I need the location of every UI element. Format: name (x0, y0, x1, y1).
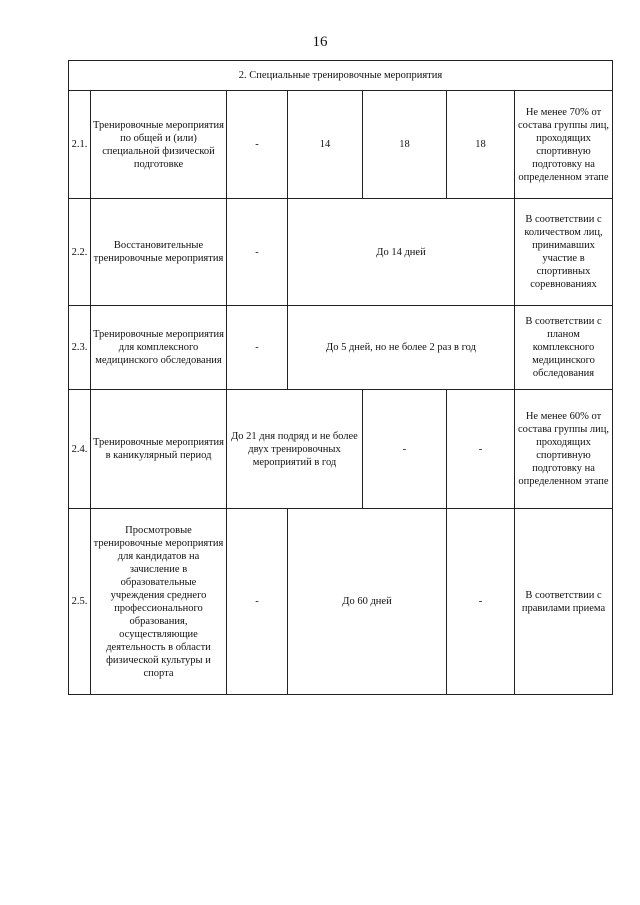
cell-value: - (447, 509, 515, 695)
row-number: 2.4. (69, 390, 91, 509)
cell-value: 18 (363, 91, 447, 199)
merged-value: До 14 дней (288, 199, 515, 306)
note-cell: В соответствии с правилами приема (515, 509, 613, 695)
note-cell: В соответствии с количеством лиц, принимавших участие в спортивных соревнованиях (515, 199, 613, 306)
table-row (69, 390, 613, 509)
note-cell: Не менее 60% от состава группы лиц, проходящих спортивную подготовку на определенном этапе (515, 390, 613, 509)
cell-value: - (227, 91, 288, 199)
cell-value: 14 (288, 91, 363, 199)
table-row (69, 91, 613, 199)
cell-value: - (447, 390, 515, 509)
cell-value: 18 (447, 91, 515, 199)
event-name: Тренировочные мероприятия по общей и (или) специальной физической подготовке (91, 91, 227, 199)
section-heading: 2. Специальные тренировочные мероприятия (69, 61, 613, 91)
table-row (69, 306, 613, 390)
row-number: 2.2. (69, 199, 91, 306)
note-cell: Не менее 70% от состава группы лиц, проходящих спортивную подготовку на определенном этапе (515, 91, 613, 199)
row-number: 2.5. (69, 509, 91, 695)
note-cell: В соответствии с планом комплексного медицинского обследования (515, 306, 613, 390)
merged-value: До 60 дней (288, 509, 447, 695)
cell-value: - (227, 306, 288, 390)
row-number: 2.1. (69, 91, 91, 199)
table-row (69, 509, 613, 695)
merged-value: До 5 дней, но не более 2 раз в год (288, 306, 515, 390)
page-number: 16 (312, 34, 328, 50)
cell-value: - (227, 199, 288, 306)
row-number: 2.3. (69, 306, 91, 390)
event-name: Тренировочные мероприятия в каникулярный период (91, 390, 227, 509)
event-name: Просмотровые тренировочные мероприятия для кандидатов на зачисление в образовательные учреждения среднего профессионального образования, осуществляющие деятельность в области физической культуры и спорта (91, 509, 227, 695)
cell-value: - (363, 390, 447, 509)
merged-value: До 21 дня подряд и не более двух тренировочных мероприятий в год (227, 390, 363, 509)
training-events-table (68, 60, 613, 695)
table-row (69, 199, 613, 306)
event-name: Тренировочные мероприятия для комплексного медицинского обследования (91, 306, 227, 390)
event-name: Восстановительные тренировочные мероприятия (91, 199, 227, 306)
cell-value: - (227, 509, 288, 695)
